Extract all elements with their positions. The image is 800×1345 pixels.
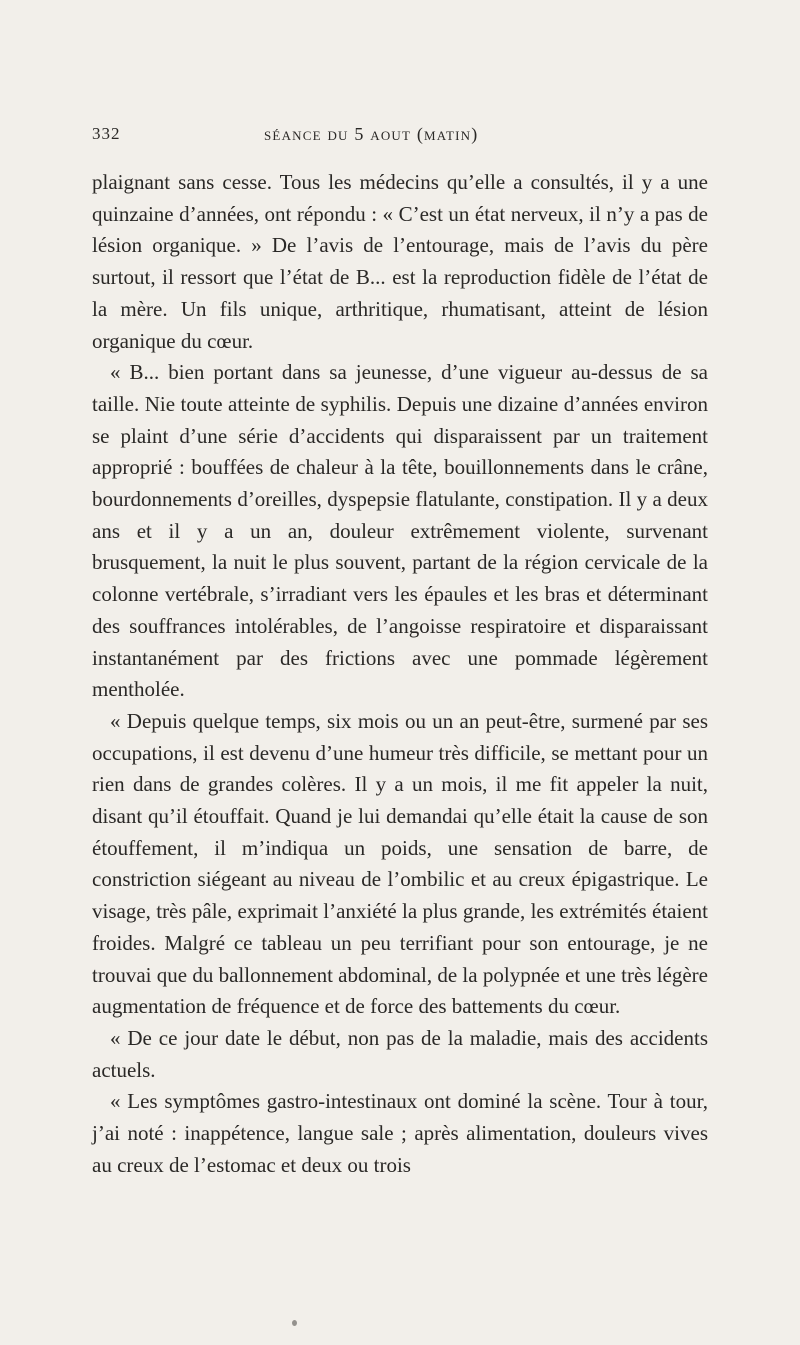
- paragraph-2: « B... bien portant dans sa jeunesse, d’une vigueur au-dessus de sa taille. Nie toute atteinte de syphilis. Depuis une dizaine d’années environ se plaint d’une série d’accidents qui disparaissent par un traitement approprié : bouffées de chaleur à la tête, bouillonnements dans le crâne, bourdonnements d’oreilles, dyspepsie flatulante, constipation. Il y a deux ans et il y a un an, douleur extrêmement violente, survenant brusquement, la nuit le plus souvent, partant de la région cervicale de la colonne vertébrale, s’irradiant vers les épaules et les bras et déterminant des souffrances intolérables, de l’angoisse respiratoire et disparaissant instantanément par des frictions avec une pommade légèrement mentholée.: [92, 360, 708, 702]
- page-number: 332: [92, 124, 121, 143]
- ink-speck: [292, 1320, 297, 1326]
- paragraph-1: plaignant sans cesse. Tous les médecins qu’elle a consultés, il y a une quinzaine d’années, ont répondu : « C’est un état nerveux, il n’y a pas de lésion organique. » De l’avis de l’entourage, mais de l’avis du père surtout, il ressort que l’état de B... est la reproduction fidèle de l’état de la mère. Un fils unique, arthritique, rhumatisant, atteint de lésion organique du cœur.: [92, 170, 708, 353]
- paragraph-4: « De ce jour date le début, non pas de la maladie, mais des accidents actuels.: [92, 1025, 708, 1082]
- paragraph-5: « Les symptômes gastro-intestinaux ont dominé la scène. Tour à tour, j’ai noté : inappétence, langue sale ; après alimentation, douleurs vives au creux de l’estomac et deux ou trois: [92, 1089, 708, 1177]
- paragraph-3: « Depuis quelque temps, six mois ou un an peut-être, surmené par ses occupations, il est devenu d’une humeur très difficile, se mettant pour un rien dans de grandes colères. Il y a un mois, il me fit appeler la nuit, disant qu’il étouffait. Quand je lui demandai qu’elle était la cause de son étouffement, il m’indiqua un poids, une sensation de barre, de constriction siégeant au niveau de l’ombilic et au creux épigastrique. Le visage, très pâle, exprimait l’anxiété la plus grande, les extrémités étaient froides. Malgré ce tableau un peu terrifiant pour son entourage, je ne trouvai que du ballonnement abdominal, de la polypnée et une très légère augmentation de fréquence et de force des battements du cœur.: [92, 708, 708, 1019]
- page-header: [92, 124, 692, 152]
- running-title: séance du 5 aout (matin): [264, 124, 479, 144]
- body-text: [92, 167, 708, 1182]
